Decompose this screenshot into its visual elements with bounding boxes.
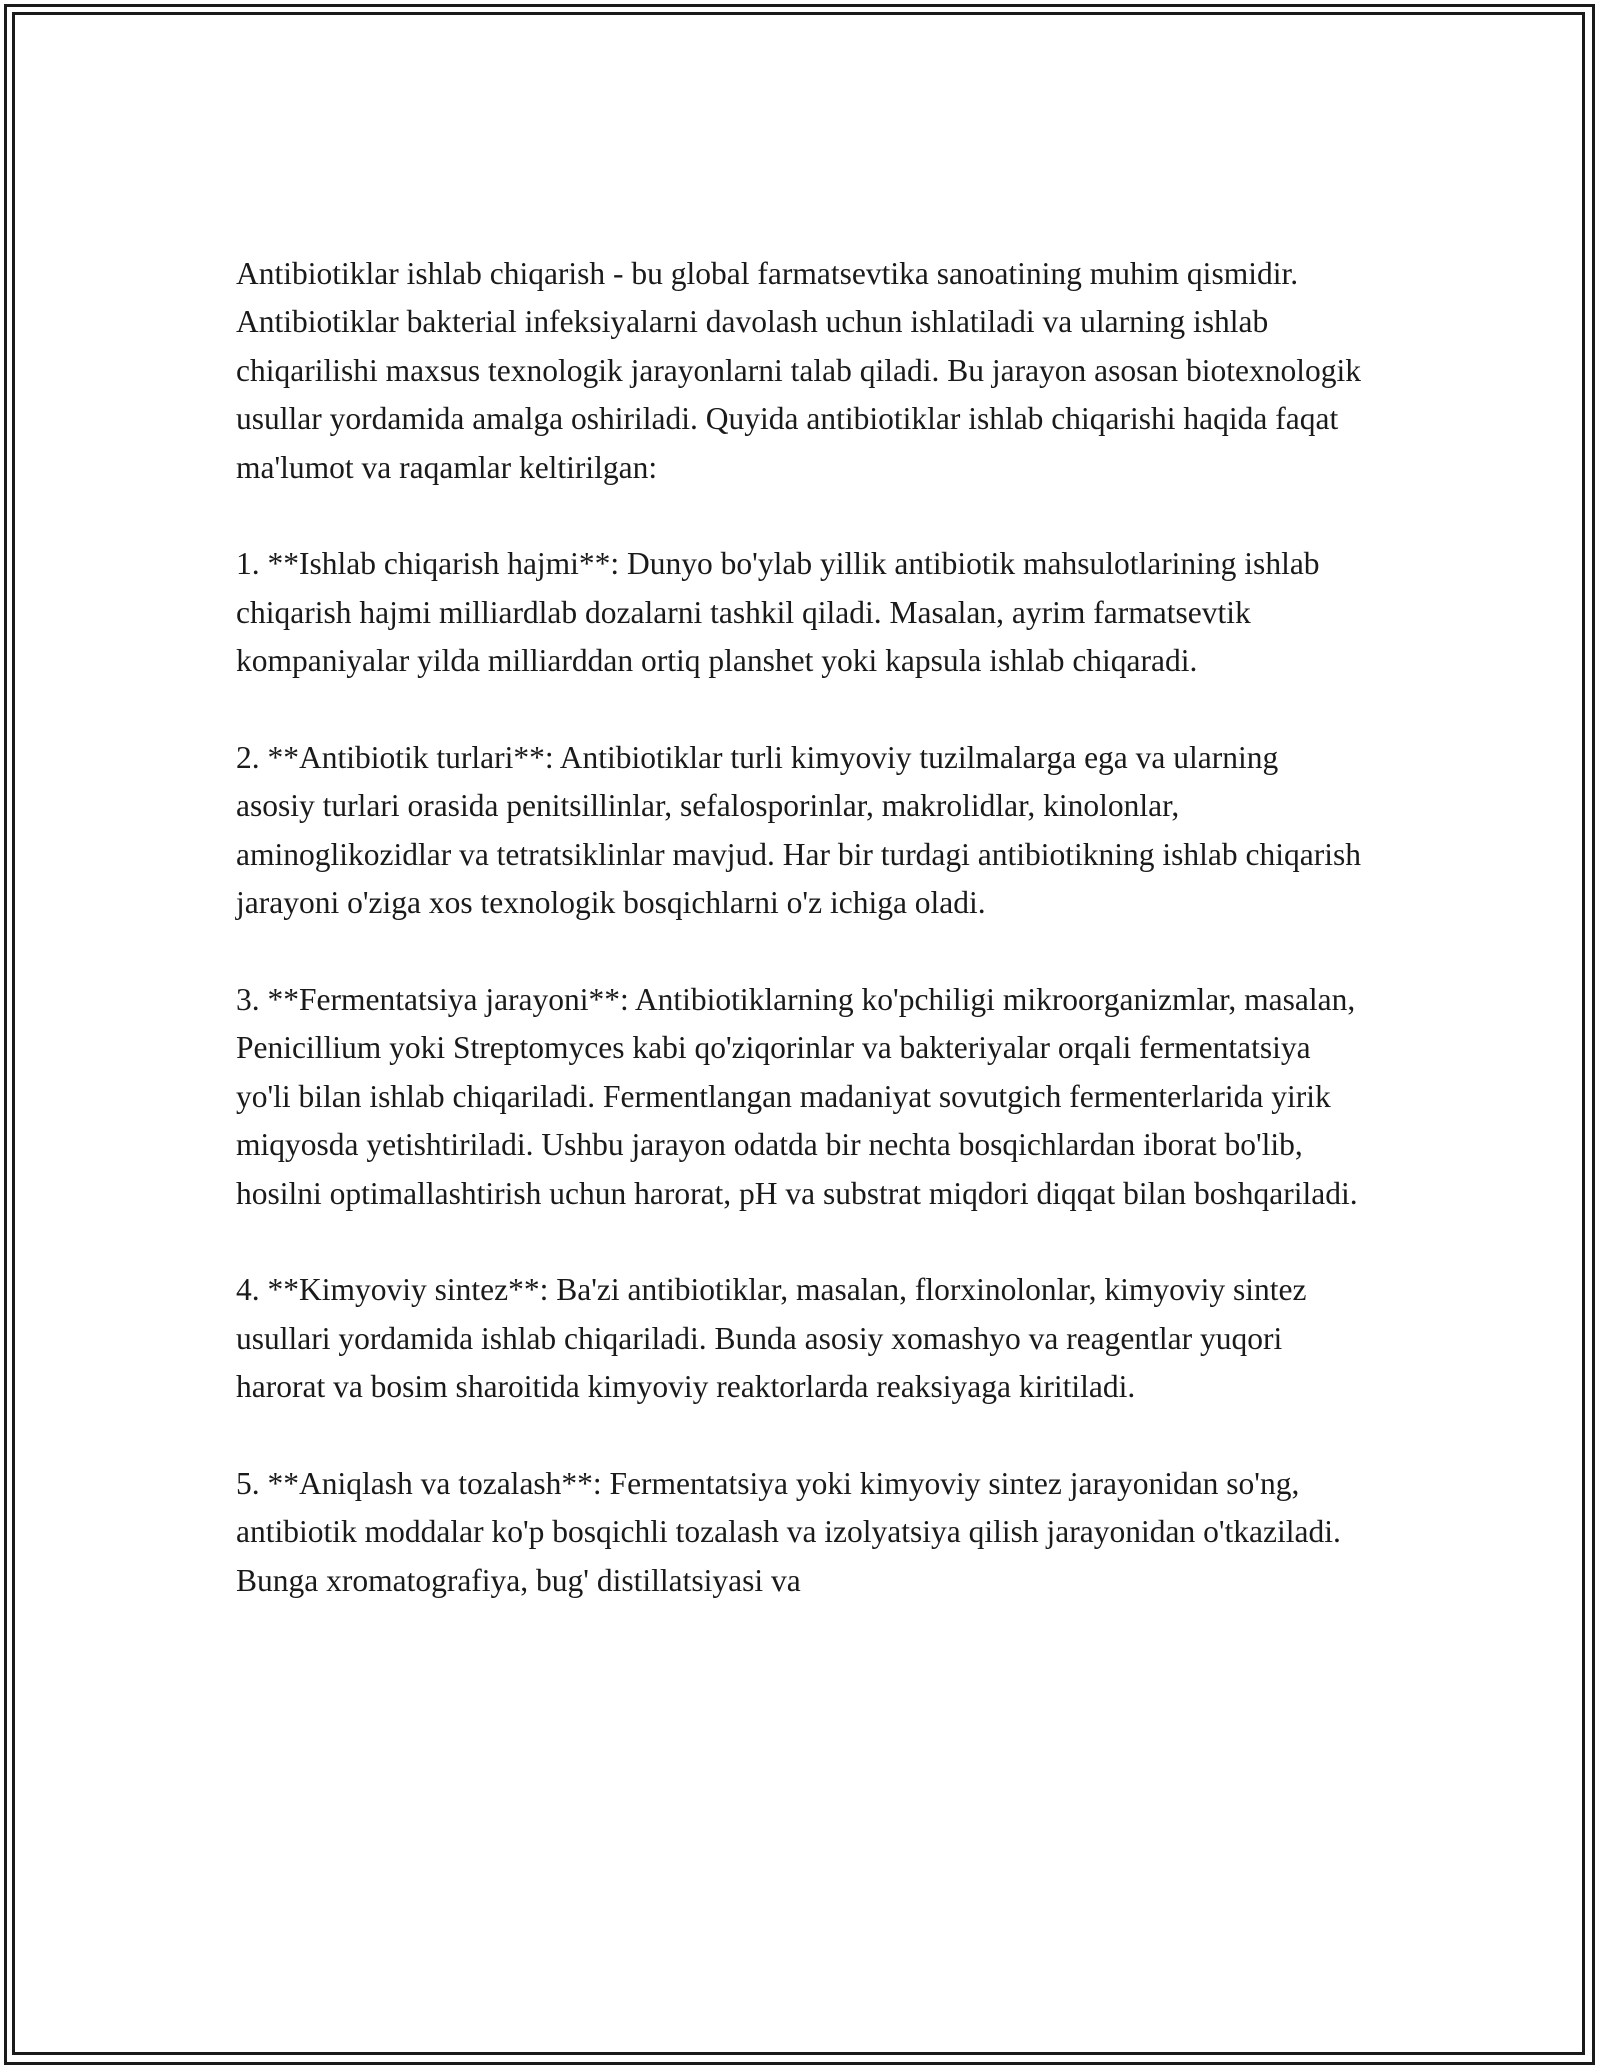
list-item-chemical-synthesis: 4. **Kimyoviy sintez**: Ba'zi antibiotiklar, masalan, florxinolonlar, kimyoviy sintez usullari yordamida ishlab chiqariladi. Bunda asosiy xomashyo va reagentlar yuqori harorat va bosim sharoitida kimyoviy reaktorlarda reaksiyaga kiritiladi. — [236, 1272, 1315, 1405]
list-item-antibiotic-types: 2. **Antibiotik turlari**: Antibiotiklar turli kimyoviy tuzilmalarga ega va ularning asosiy turlari orasida penitsillinlar, sefalosporinlar, makrolidlar, kinolonlar, aminoglikozidlar va tetratsiklinlar mavjud. Har bir turdagi antibiotikning ishlab chiqarish jarayoni o'ziga xos texnologik bosqichlarni o'z ichiga oladi. — [236, 740, 1369, 921]
list-item-purification: 5. **Aniqlash va tozalash**: Fermentatsiya yoki kimyoviy sintez jarayonidan so'ng, antibiotik moddalar ko'p bosqichli tozalash va izolyatsiya qilish jarayonidan o'tkaziladi. Bunga xromatografiya, bug' distillatsiyasi va — [236, 1466, 1349, 1598]
document-body — [236, 250, 1369, 1605]
list-item-production-volume: 1. **Ishlab chiqarish hajmi**: Dunyo bo'ylab yillik antibiotik mahsulotlarining ishlab chiqarish hajmi milliardlab dozalarni tashkil qiladi. Masalan, ayrim farmatsevtik kompaniyalar yilda milliarddan ortiq planshet yoki kapsula ishlab chiqaradi. — [236, 546, 1328, 679]
intro-paragraph: Antibiotiklar ishlab chiqarish - bu global farmatsevtika sanoatining muhim qismidir. Antibiotiklar bakterial infeksiyalarni davolash uchun ishlatiladi va ularning ishlab chiqarilishi maxsus texnologik jarayonlarni talab qiladi. Bu jarayon asosan biotexnologik usullar yordamida amalga oshiriladi. Quyida antibiotiklar ishlab chiqarishi haqida faqat ma'lumot va raqamlar keltirilgan: — [236, 256, 1369, 485]
list-item-fermentation-process: 3. **Fermentatsiya jarayoni**: Antibiotiklarning ko'pchiligi mikroorganizmlar, masalan, Penicillium yoki Streptomyces kabi qo'ziqorinlar va bakteriyalar orqali fermentatsiya yo'li bilan ishlab chiqariladi. Fermentlangan madaniyat sovutgich fermenterlarida yirik miqyosda yetishtiriladi. Ushbu jarayon odatda bir nechta bosqichlardan iborat bo'lib, hosilni optimallashtirish uchun harorat, pH va substrat miqdori diqqat bilan boshqariladi. — [236, 982, 1364, 1211]
